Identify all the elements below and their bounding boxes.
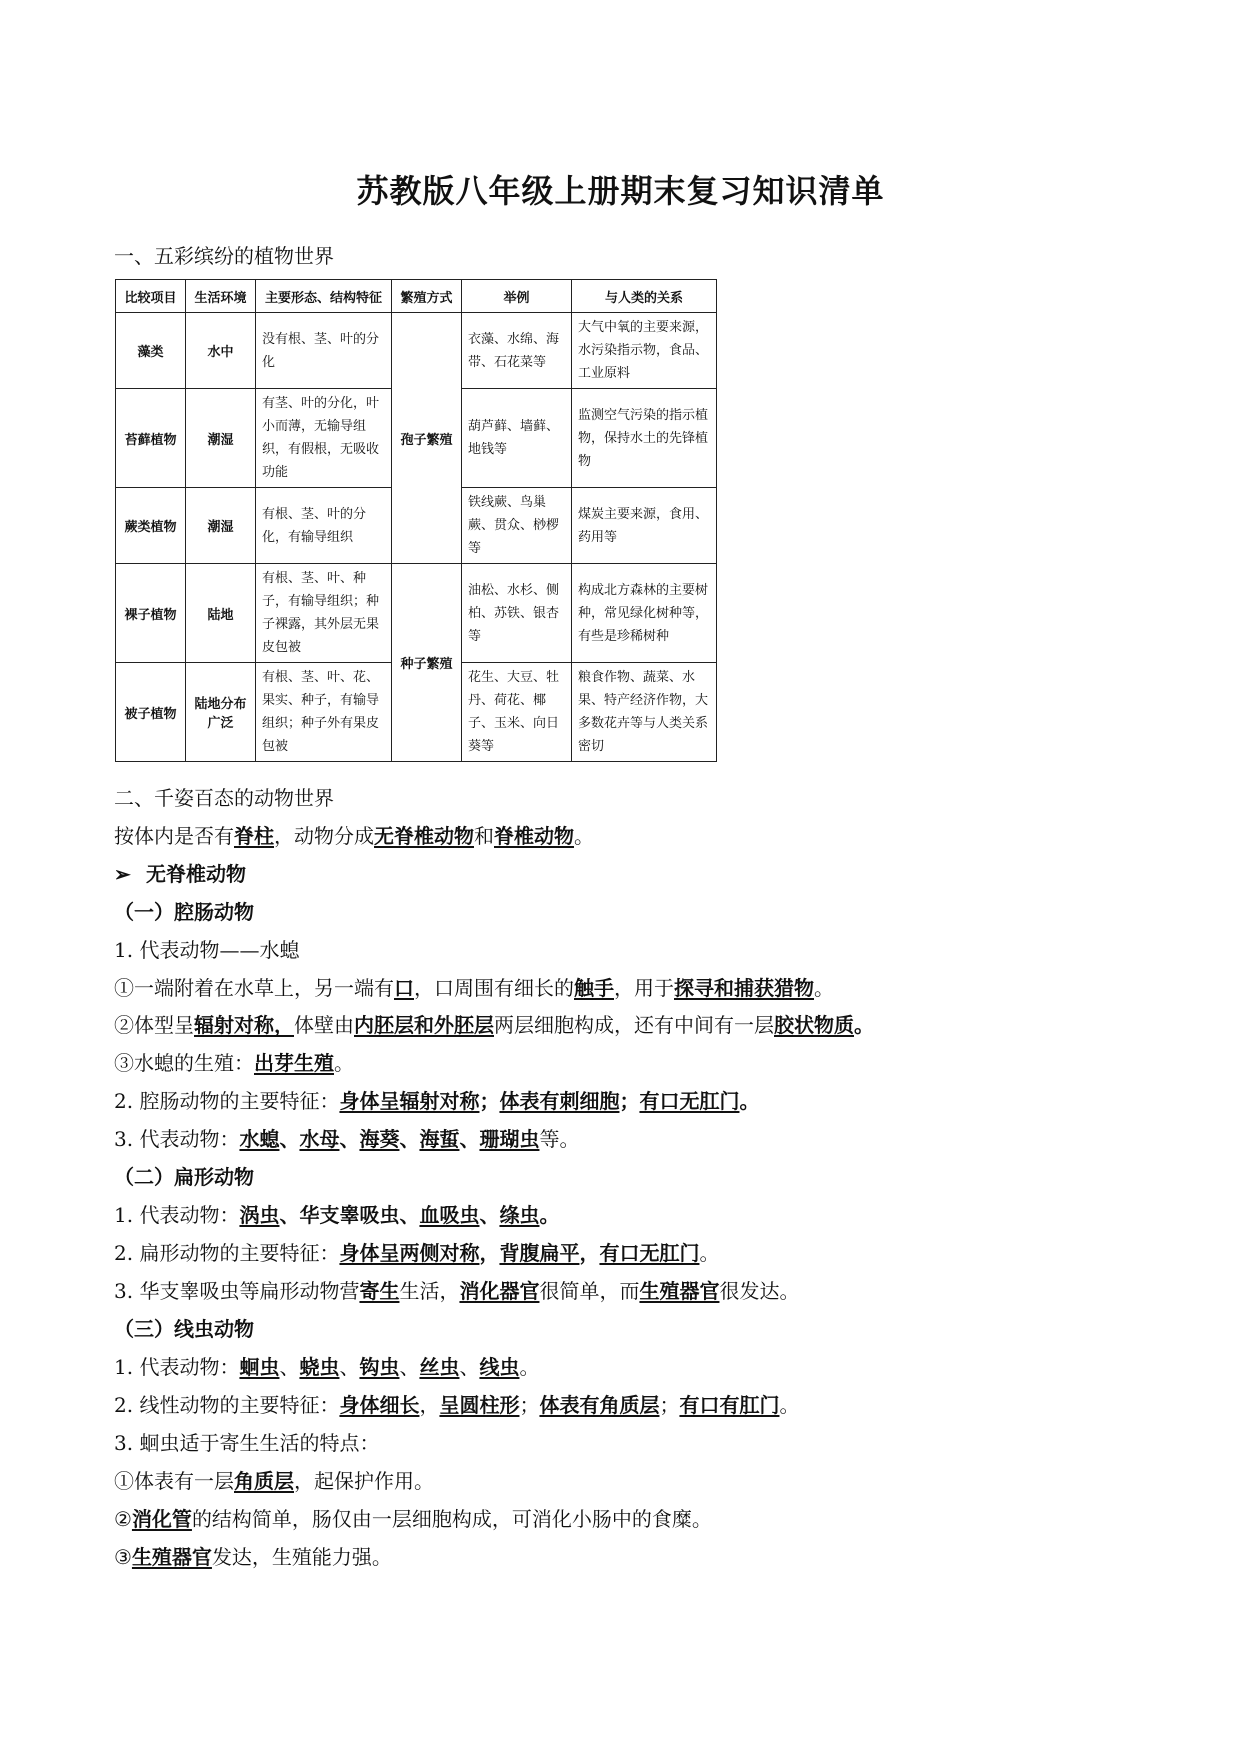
text: ， — [579, 1241, 600, 1265]
table-header: 主要形态、结构特征 — [256, 280, 392, 313]
key-term: 有口无肛门 — [639, 1089, 740, 1113]
arrow-bullet-icon: ➢ — [114, 862, 131, 886]
text: 、 — [399, 1127, 420, 1151]
table-cell: 葫芦藓、墙藓、地钱等 — [462, 389, 572, 488]
text: ② — [114, 1507, 132, 1531]
text: 、 — [339, 1127, 360, 1151]
table-cell: 衣藻、水绵、海带、石花菜等 — [462, 313, 572, 389]
text: 、 — [399, 1203, 420, 1227]
key-term: 珊瑚虫 — [479, 1127, 540, 1151]
table-header: 比较项目 — [116, 280, 186, 313]
text: 和 — [474, 824, 494, 848]
key-term: 体表有刺细胞 — [499, 1089, 620, 1113]
text-line — [114, 1009, 874, 1038]
table-header: 繁殖方式 — [392, 280, 462, 313]
text: 、 — [279, 1127, 300, 1151]
text: 1. 代表动物： — [114, 1355, 240, 1379]
key-term: 角质层 — [234, 1469, 294, 1493]
text: 。 — [854, 1013, 874, 1037]
text: 。 — [539, 1203, 560, 1227]
key-term: 丝虫 — [419, 1355, 460, 1379]
table-header: 举例 — [462, 280, 572, 313]
text: 生活， — [399, 1279, 460, 1303]
table-header: 生活环境 — [186, 280, 256, 313]
subsection-heading: （三）线虫动物 — [114, 1317, 254, 1341]
table-header-row — [116, 280, 717, 313]
key-term: 寄生 — [359, 1279, 400, 1303]
text: 按体内是否有 — [114, 824, 234, 848]
text: ①一端附着在水草上，另一端有 — [114, 976, 394, 1000]
text: ； — [479, 1089, 500, 1113]
text: ，起保护作用。 — [294, 1469, 434, 1493]
table-cell: 裸子植物 — [116, 564, 186, 663]
table-cell: 水中 — [186, 313, 256, 389]
key-term: 蛔虫 — [239, 1355, 280, 1379]
key-term: 水螅 — [239, 1127, 280, 1151]
text: 。 — [814, 976, 834, 1000]
table-row — [116, 564, 717, 663]
section-heading-plants: 一、五彩缤纷的植物世界 — [114, 244, 334, 268]
table-row — [116, 313, 717, 389]
key-term: 线虫 — [479, 1355, 520, 1379]
text: 、 — [399, 1355, 420, 1379]
text-line — [114, 1503, 712, 1532]
text: 。 — [334, 1051, 354, 1075]
text: 很简单，而 — [539, 1279, 640, 1303]
invertebrate-heading — [114, 858, 246, 887]
key-term: 触手 — [574, 976, 614, 1000]
text: 发达，生殖能力强。 — [211, 1545, 392, 1569]
key-term: 呈圆柱形 — [439, 1393, 520, 1417]
text-line: 1. 代表动物——水螅 — [114, 938, 300, 962]
text: 很发达。 — [719, 1279, 800, 1303]
key-term: 探寻和捕获猎物 — [674, 976, 814, 1000]
subsection-heading: （一）腔肠动物 — [114, 900, 254, 924]
text: ，动物分成 — [274, 824, 374, 848]
key-term: 绦虫 — [499, 1203, 540, 1227]
text: ， — [479, 1241, 500, 1265]
key-term: 生殖器官 — [131, 1545, 212, 1569]
text-line — [114, 1123, 579, 1152]
table-cell: 花生、大豆、牡丹、荷花、椰子、玉米、向日葵等 — [462, 663, 572, 762]
table-header: 与人类的关系 — [572, 280, 717, 313]
key-term: 身体细长 — [339, 1393, 420, 1417]
key-term: 身体呈两侧对称 — [339, 1241, 480, 1265]
subsection-heading: （二）扁形动物 — [114, 1165, 254, 1189]
text: 、 — [479, 1203, 500, 1227]
table-cell: 苔藓植物 — [116, 389, 186, 488]
key-term: 辐射对称， — [194, 1013, 294, 1037]
text: 。 — [519, 1355, 540, 1379]
key-term: 口 — [394, 976, 414, 1000]
key-term: 脊柱 — [234, 824, 274, 848]
text: 、华支睾吸虫 — [279, 1203, 400, 1227]
text-line — [114, 1275, 799, 1304]
key-term: 有口有肛门 — [679, 1393, 780, 1417]
table-cell: 没有根、茎、叶的分化 — [256, 313, 392, 389]
key-term: 有口无肛门 — [599, 1241, 700, 1265]
text: 。 — [574, 824, 594, 848]
text: 3. 华支睾吸虫等扁形动物营 — [114, 1279, 360, 1303]
text: 无脊椎动物 — [146, 862, 246, 886]
key-term: 胶状物质 — [774, 1013, 854, 1037]
text: 、 — [279, 1355, 300, 1379]
table-cell: 蕨类植物 — [116, 488, 186, 564]
text-line — [114, 1389, 799, 1418]
section-heading-animals: 二、千姿百态的动物世界 — [114, 786, 334, 810]
key-term: 钩虫 — [359, 1355, 400, 1379]
text-line — [114, 1351, 539, 1380]
text-line — [114, 1237, 719, 1266]
key-term: 海蜇 — [419, 1127, 460, 1151]
plant-comparison-table — [115, 279, 717, 762]
text-line — [114, 1541, 392, 1570]
text: 3. 代表动物： — [114, 1127, 240, 1151]
text: 2. 线性动物的主要特征： — [114, 1393, 340, 1417]
text: 的结构简单，肠仅由一层细胞构成，可消化小肠中的食糜。 — [191, 1507, 712, 1531]
key-term: 脊椎动物 — [494, 824, 574, 848]
text-line: 3. 蛔虫适于寄生生活的特点： — [114, 1431, 380, 1455]
table-cell: 陆地分布广泛 — [186, 663, 256, 762]
key-term: 消化器官 — [459, 1279, 540, 1303]
key-term: 体表有角质层 — [539, 1393, 660, 1417]
table-cell: 油松、水杉、侧柏、苏铁、银杏等 — [462, 564, 572, 663]
key-term: 海葵 — [359, 1127, 400, 1151]
table-cell: 有根、茎、叶、花、果实、种子，有输导组织；种子外有果皮包被 — [256, 663, 392, 762]
text: 2. 扁形动物的主要特征： — [114, 1241, 340, 1265]
table-cell: 有根、茎、叶的分化，有输导组织 — [256, 488, 392, 564]
text-line — [114, 1047, 354, 1076]
table-cell: 潮湿 — [186, 488, 256, 564]
table-cell: 煤炭主要来源，食用、药用等 — [572, 488, 717, 564]
text: ， — [419, 1393, 440, 1417]
text: 、 — [459, 1127, 480, 1151]
text: ； — [659, 1393, 680, 1417]
text: 。 — [699, 1241, 720, 1265]
key-term: 血吸虫 — [419, 1203, 480, 1227]
text: 。 — [779, 1393, 800, 1417]
text-line — [114, 1465, 434, 1494]
key-term: 生殖器官 — [639, 1279, 720, 1303]
text: 、 — [339, 1355, 360, 1379]
key-term: 背腹扁平 — [499, 1241, 580, 1265]
table-cell: 孢子繁殖 — [392, 313, 462, 564]
text: ③ — [114, 1545, 132, 1569]
text: 。 — [739, 1089, 760, 1113]
key-term: 出芽生殖 — [254, 1051, 334, 1075]
table-cell: 大气中氧的主要来源，水污染指示物，食品、工业原料 — [572, 313, 717, 389]
text: ，用于 — [614, 976, 674, 1000]
key-term: 消化管 — [131, 1507, 192, 1531]
text: ③水螅的生殖： — [114, 1051, 254, 1075]
key-term: 水母 — [299, 1127, 340, 1151]
text: ②体型呈 — [114, 1013, 194, 1037]
table-cell: 种子繁殖 — [392, 564, 462, 762]
text-line — [114, 972, 834, 1001]
table-cell: 潮湿 — [186, 389, 256, 488]
key-term: 无脊椎动物 — [374, 824, 474, 848]
table-cell: 构成北方森林的主要树种，常见绿化树种等，有些是珍稀树种 — [572, 564, 717, 663]
text: 2. 腔肠动物的主要特征： — [114, 1089, 340, 1113]
table-cell: 铁线蕨、鸟巢蕨、贯众、桫椤等 — [462, 488, 572, 564]
text: ，口周围有细长的 — [414, 976, 574, 1000]
text: ； — [619, 1089, 640, 1113]
table-cell: 有根、茎、叶、种子，有输导组织；种子裸露，其外层无果皮包被 — [256, 564, 392, 663]
table-cell: 被子植物 — [116, 663, 186, 762]
table-cell: 藻类 — [116, 313, 186, 389]
text: 等。 — [539, 1127, 580, 1151]
key-term: 内胚层和外胚层 — [354, 1013, 494, 1037]
text: 两层细胞构成，还有中间有一层 — [494, 1013, 774, 1037]
table-cell: 监测空气污染的指示植物，保持水土的先锋植物 — [572, 389, 717, 488]
key-term: 涡虫 — [239, 1203, 280, 1227]
key-term: 蛲虫 — [299, 1355, 340, 1379]
text-line — [114, 1085, 759, 1114]
text: ； — [519, 1393, 540, 1417]
page-title: 苏教版八年级上册期末复习知识清单 — [356, 172, 885, 210]
table-cell: 陆地 — [186, 564, 256, 663]
text: 体壁由 — [294, 1013, 354, 1037]
table-cell: 有茎、叶的分化，叶小而薄，无输导组织，有假根，无吸收功能 — [256, 389, 392, 488]
text: 、 — [459, 1355, 480, 1379]
text: ①体表有一层 — [114, 1469, 234, 1493]
key-term: 身体呈辐射对称 — [339, 1089, 480, 1113]
text: 1. 代表动物： — [114, 1203, 240, 1227]
text-line — [114, 1199, 559, 1228]
intro-line — [114, 820, 594, 849]
table-cell: 粮食作物、蔬菜、水果、特产经济作物，大多数花卉等与人类关系密切 — [572, 663, 717, 762]
